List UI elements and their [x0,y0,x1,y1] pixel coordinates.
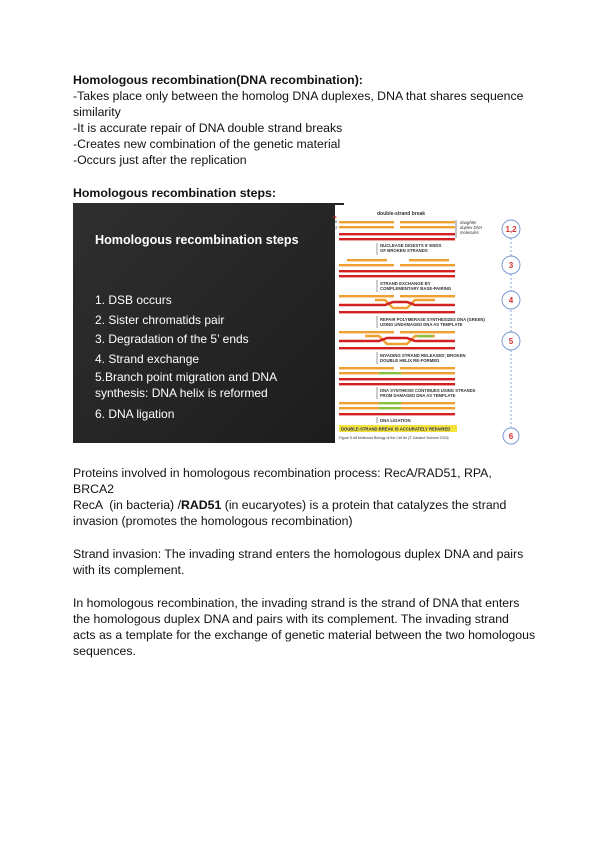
step-caption: INVADING STRAND RELEASED; BROKEN [380,353,466,358]
definition-line: -Occurs just after the replication [73,153,247,167]
dna-repair-diagram [332,205,531,445]
definition-line: -It is accurate repair of DNA double strand breaks [73,121,343,135]
definition-line: -Takes place only between the homolog DNA duplexes, DNA that shares sequence [73,89,524,103]
step-circle: 3 [508,261,514,270]
heading-homologous-recombination: Homologous recombination(DNA recombination): [73,73,363,87]
step-circle: 5 [508,337,514,346]
rad51-text: RAD51 [180,498,222,512]
steps-slide [73,203,344,443]
step-caption: DOUBLE HELIX RE-FORMED [380,358,440,363]
slide-step: 4. Strand exchange [95,351,200,366]
step-caption: USING UNDAMAGED DNA AS TEMPLATE [380,322,463,327]
definition-line: similarity [73,105,121,119]
step-caption: OF BROKEN STRANDS [380,248,428,253]
step-caption: REPAIR POLYMERASE SYNTHESIZES DNA (GREEN) [380,317,485,322]
step-caption: DNA SYNTHESIS CONTINUES USING STRANDS [380,388,476,393]
break-arrow-icon: ➞ [332,215,338,221]
figure-source: Figure 5-48 Molecular Biology of the Cell 6e (© Garland Science 2015) [339,436,449,440]
reca-text: (in eucaryotes) is a protein that catalyzes the strand [221,498,507,512]
result-banner-text: DOUBLE-STRAND BREAK IS ACCURATELY REPAIRED [341,426,451,432]
proteins-line: BRCA2 [73,482,115,496]
end-label: 5’ [335,220,338,224]
step-circle: 1,2 [505,225,517,234]
slide-step: synthesis: DNA helix is reformed [95,386,268,400]
reca-text: RecA (in bacteria) / [73,498,181,512]
slide-step: 2. Sister chromatids pair [95,312,225,327]
step-caption: COMPLEMENTARY BASE-PAIRING [380,286,452,291]
side-label: daughter [460,220,477,225]
step-circle: 4 [508,296,514,305]
invasion-line: Strand invasion: The invading strand enters the homologous duplex DNA and pairs [73,547,524,561]
step-caption: NUCLEASE DIGESTS 5’ ENDS [380,243,442,248]
side-label: molecules [460,230,479,235]
dna-repair-figure [332,205,531,445]
end-label: 3’ [335,226,338,230]
step-caption: DNA LIGATION [380,418,411,423]
slide-step: 3. Degradation of the 5’ ends [95,332,249,346]
reca-line: invasion (promotes the homologous recombination) [73,514,353,528]
step-circle: 6 [508,432,514,441]
definition-line: -Creates new combination of the genetic material [73,137,341,151]
step-caption: FROM DAMAGED DNA AS TEMPLATE [380,393,456,398]
slide-step: 5.Branch point migration and DNA [95,370,278,384]
top-label: double-strand break [377,211,426,217]
step-caption: STRAND EXCHANGE BY [380,281,431,286]
side-label: duplex DNA [460,225,483,230]
slide-step-list [95,291,335,425]
explain-line: acts as a template for the exchange of genetic material between the two homologous [73,628,536,642]
slide-step: 6. DNA ligation [95,407,175,421]
invasion-line: with its complement. [73,563,185,577]
explain-line: In homologous recombination, the invading strand is the strand of DNA that enters [73,596,520,610]
slide-title: Homologous recombination steps [95,233,299,247]
explain-line: sequences. [73,644,136,658]
heading-steps: Homologous recombination steps: [73,186,276,200]
reca-line [73,497,506,513]
explain-line: the homologous duplex DNA and pairs with its complement. The invading strand [73,612,509,626]
slide-step: 1. DSB occurs [95,293,172,307]
proteins-line: Proteins involved in homologous recombination process: RecA/RAD51, RPA, [73,466,492,480]
